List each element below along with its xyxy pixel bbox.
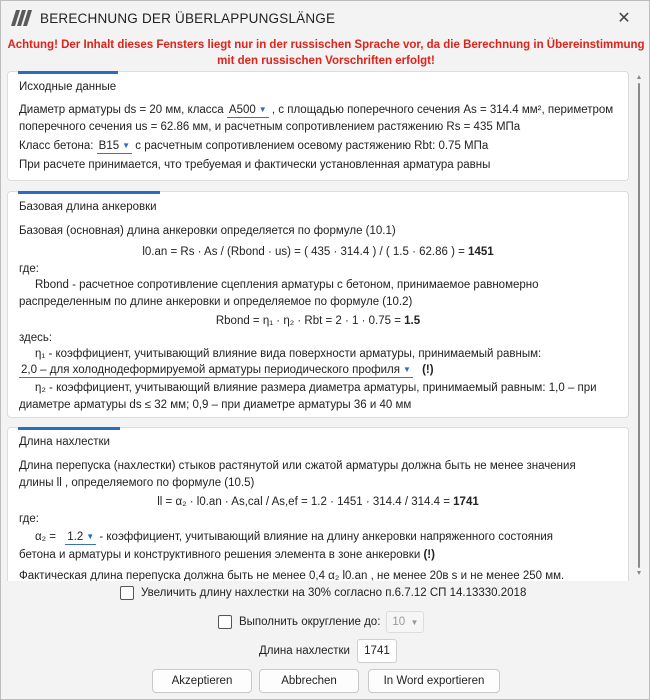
formula-text: l0.an = Rs · As / (Rbond · us) = ( 435 · 314.4 ) / ( 1.5 · 62.86 ) = bbox=[142, 246, 465, 258]
chevron-down-icon: ▼ bbox=[258, 105, 267, 114]
chevron-down-icon: ▼ bbox=[402, 365, 411, 374]
info-mark[interactable]: (!) bbox=[422, 364, 434, 376]
eta1-value: 2,0 – для холоднодеформируемой арматуры периодического профиля bbox=[21, 364, 400, 376]
rounding-value: 10 bbox=[392, 616, 406, 628]
overlap-line-1: Длина перепуска (нахлестки) стыков растянутой или сжатой арматуры должна быть не менее значения bbox=[19, 460, 576, 472]
warning-line-2: mit den russischen Vorschriften erfolgt! bbox=[217, 55, 435, 67]
alpha2-select[interactable] bbox=[65, 530, 96, 545]
section-title: Длина нахлестки bbox=[19, 436, 110, 448]
section-title: Базовая длина анкеровки bbox=[19, 201, 157, 213]
base-line-6: диаметре арматуры ds ≤ 32 мм; 0,9 – при диаметре арматуры 36 и 40 мм bbox=[19, 399, 412, 411]
length-value: 1741 bbox=[364, 645, 390, 657]
overlap-line-5: Фактическая длина перепуска должна быть не менее 0,4 α₂ l0.an , не менее 20в s и не менее 250 мм. bbox=[19, 570, 565, 581]
alpha2-value: 1.2 bbox=[67, 531, 84, 543]
length-value-field[interactable] bbox=[357, 639, 397, 663]
base-formula-1 bbox=[8, 244, 628, 261]
base-line-eta1 bbox=[19, 362, 620, 379]
source-line-1 bbox=[19, 102, 620, 119]
length-row bbox=[259, 639, 397, 663]
content-scroll-area[interactable] bbox=[7, 71, 631, 581]
formula-text: Rbond = η₁ · η₂ · Rbt = 2 · 1 · 0.75 = bbox=[215, 315, 401, 327]
app-logo-icon bbox=[11, 10, 33, 26]
text: - коэффициент, учитывающий влияние на длину анкеровки напряженного состояния bbox=[99, 531, 553, 543]
warning-line-1: Achtung! Der Inhalt dieses Fensters liegt nur in der russischen Sprache vor, da die Berechnung in Übereinstimmung bbox=[7, 39, 645, 51]
chevron-down-icon: ▼ bbox=[122, 141, 131, 150]
section-accent-bar bbox=[18, 427, 120, 430]
rounding-checkbox[interactable] bbox=[218, 615, 232, 629]
rebar-class-value: A500 bbox=[228, 104, 256, 116]
concrete-class-value: B15 bbox=[98, 140, 120, 152]
overlap-where: где: bbox=[19, 513, 39, 525]
chevron-down-icon: ▼ bbox=[86, 532, 95, 541]
concrete-class-select[interactable] bbox=[97, 139, 132, 154]
source-line-4: При расчете принимается, что требуемая и фактически установленная арматура равны bbox=[19, 159, 491, 171]
overlap-line-4 bbox=[19, 547, 620, 564]
rounding-label: Выполнить округление до: bbox=[239, 616, 381, 628]
alpha-label: α₂ = bbox=[35, 531, 57, 543]
formula-text: ll = α₂ · l0.an · As,cal / As,ef = 1.2 · 1451 · 314.4 / 314.4 = bbox=[157, 496, 450, 508]
text: Диаметр арматуры ds = 20 мм, класса bbox=[19, 104, 224, 116]
rebar-class-select[interactable] bbox=[227, 103, 269, 118]
close-button[interactable] bbox=[607, 5, 641, 31]
overlap-line-2: длины ll , определяемого по формуле (10.5) bbox=[19, 477, 255, 489]
rounding-option[interactable] bbox=[218, 611, 424, 633]
text: бетона и арматуры и конструктивного решения элемента в зоне анкеровки bbox=[19, 549, 421, 561]
base-line-5: η₂ - коэффициент, учитывающий влияние размера диаметра арматуры, принимаемый равным: 1,0 – при bbox=[35, 382, 597, 394]
formula-result: 1741 bbox=[453, 496, 479, 508]
overlap-line-3 bbox=[35, 529, 620, 546]
vertical-scrollbar[interactable] bbox=[636, 73, 642, 577]
formula-result: 1451 bbox=[468, 246, 494, 258]
title-bar bbox=[1, 1, 649, 35]
section-accent-bar bbox=[18, 191, 160, 194]
base-line-3: распределенным по длине анкеровки и определяемое по формуле (10.2) bbox=[19, 296, 413, 308]
section-source-data bbox=[7, 71, 629, 181]
formula-result: 1.5 bbox=[404, 315, 421, 327]
increase-30-label: Увеличить длину нахлестки на 30% согласно п.6.7.12 СП 14.13330.2018 bbox=[141, 587, 527, 599]
info-mark[interactable]: (!) bbox=[423, 549, 435, 561]
eta1-select[interactable] bbox=[19, 363, 413, 378]
base-line-1: Базовая (основная) длина анкеровки определяется по формуле (10.1) bbox=[19, 225, 396, 237]
section-base-anchorage bbox=[7, 191, 629, 418]
section-overlap-length bbox=[7, 427, 629, 581]
section-title: Исходные данные bbox=[19, 81, 117, 93]
base-formula-2 bbox=[8, 313, 628, 330]
text: Класс бетона: bbox=[19, 140, 94, 152]
length-label: Длина нахлестки bbox=[259, 645, 350, 657]
base-line-2: Rbond - расчетное сопротивление сцепления арматуры с бетоном, принимаемое равномерно bbox=[35, 279, 539, 291]
increase-30-option[interactable] bbox=[120, 586, 526, 600]
cancel-button[interactable]: Abbrechen bbox=[259, 669, 359, 693]
text: с расчетным сопротивлением осевому растяжению Rbt: 0.75 МПа bbox=[135, 140, 489, 152]
overlap-formula bbox=[8, 494, 628, 511]
base-here: здесь: bbox=[19, 332, 53, 344]
rounding-select[interactable] bbox=[386, 611, 424, 633]
section-accent-bar bbox=[18, 71, 118, 74]
chevron-down-icon: ▼ bbox=[410, 617, 419, 627]
source-line-2: поперечного сечения us = 62.86 мм, и расчетным сопротивлением растяжению Rs = 435 МПа bbox=[19, 121, 521, 133]
text: , с площадью поперечного сечения As = 314.4 мм², периметром bbox=[271, 104, 614, 116]
close-icon: ✕ bbox=[617, 10, 631, 27]
warning-message bbox=[1, 37, 650, 69]
accept-button[interactable]: Akzeptieren bbox=[152, 669, 252, 693]
source-line-3 bbox=[19, 138, 620, 155]
increase-30-checkbox[interactable] bbox=[120, 586, 134, 600]
window-title: BERECHNUNG DER ÜBERLAPPUNGSLÄNGE bbox=[40, 11, 336, 26]
base-line-4: η₁ - коэффициент, учитывающий влияние вида поверхности арматуры, принимаемый равным: bbox=[35, 348, 542, 360]
base-where: где: bbox=[19, 263, 39, 275]
export-word-button[interactable]: In Word exportieren bbox=[368, 669, 500, 693]
